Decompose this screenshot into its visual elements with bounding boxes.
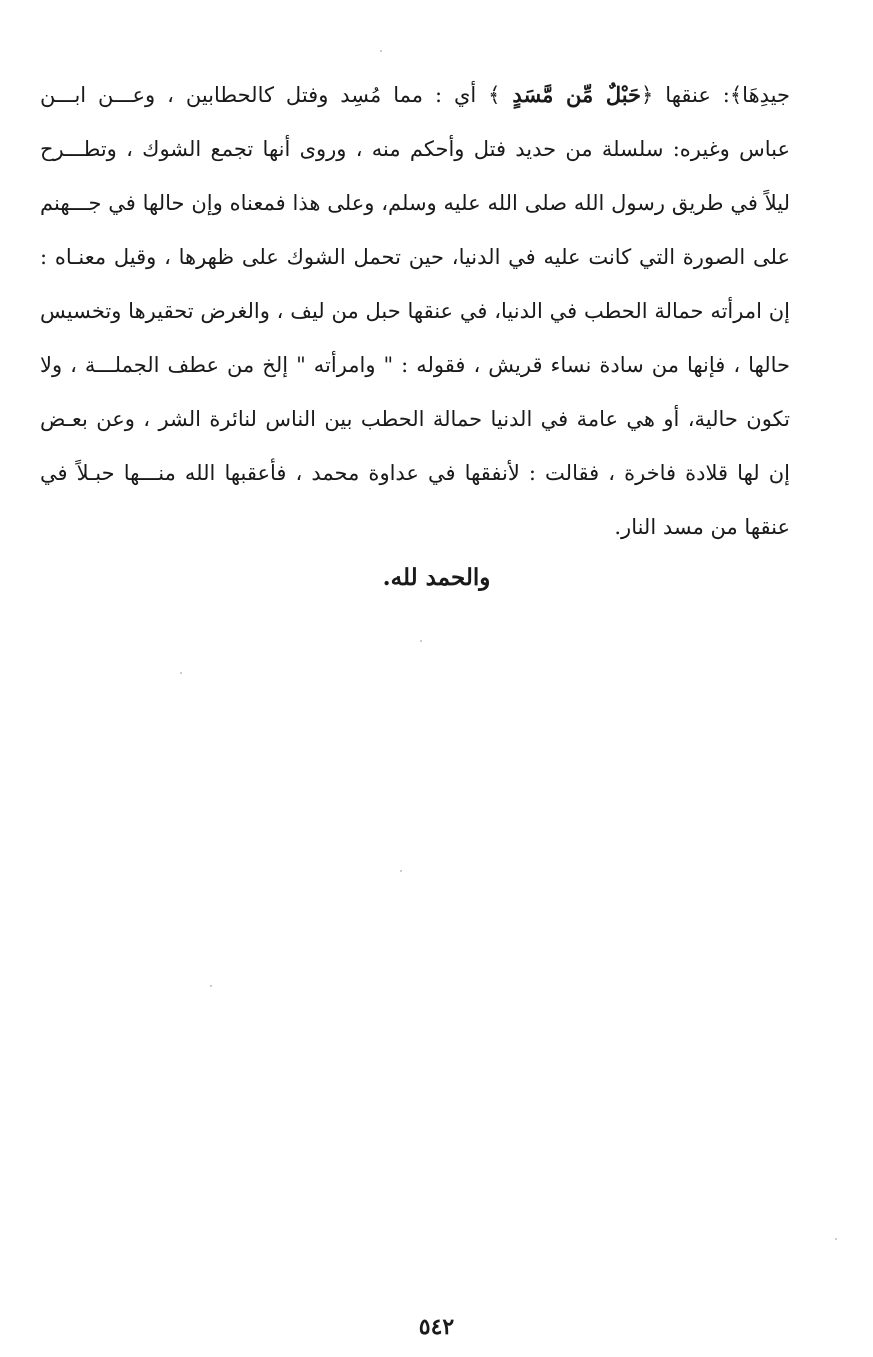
text-line-5: إن امرأته حمالة الحطب في الدنيا، في عنقها حبل من ليف ، والغرض تحقيرها وتخسيس: [40, 299, 790, 323]
text-line-4: على الصورة التي كانت عليه في الدنيا، حين تحمل الشوك على ظهرها ، وقيل معنـاه :: [40, 245, 790, 269]
scan-speck: [420, 640, 422, 642]
text-line-7: تكون حالية، أو هي عامة في الدنيا حمالة الحطب بين الناس لنائرة الشر ، وعن بعـض: [40, 407, 790, 431]
text-line-1: [40, 68, 790, 122]
scan-speck: [400, 870, 402, 872]
closing-praise: والحمد لله.: [382, 564, 491, 591]
page-number: ٥٤٢: [418, 1314, 455, 1340]
verse-lead: جيدِهَا﴾: عنقها ﴿: [641, 83, 790, 107]
scan-speck: [380, 50, 382, 52]
scan-speck: [835, 1238, 837, 1240]
line-1-tail: ﴾ أي : مما مُسِد وفتل كالحطابين ، وعـــن ابـــن: [40, 83, 513, 107]
text-line-6: حالها ، فإنها من سادة نساء قريش ، فقوله : " وامرأته " إلخ من عطف الجملـــة ، ولا: [40, 353, 790, 377]
scan-speck: [210, 985, 212, 987]
text-line-8: إن لها قلادة فاخرة ، فقالت : لأنفقها في عداوة محمد ، فأعقبها الله منـــها حبـلاً في: [40, 461, 790, 485]
text-line-9: عنقها من مسد النار.: [614, 515, 790, 539]
scan-speck: [180, 672, 182, 674]
commentary-paragraph: [40, 68, 790, 554]
quran-verse: حَبْلٌ مِّن مَّسَدٍ: [512, 82, 642, 107]
text-line-2: عباس وغيره: سلسلة من حديد فتل وأحكم منه ، وروى أنها تجمع الشوك ، وتطـــرح: [40, 137, 790, 161]
text-line-3: ليلاً في طريق رسول الله صلى الله عليه وسلم، وعلى هذا فمعناه وإن حالها في جـــهنم: [40, 191, 790, 215]
